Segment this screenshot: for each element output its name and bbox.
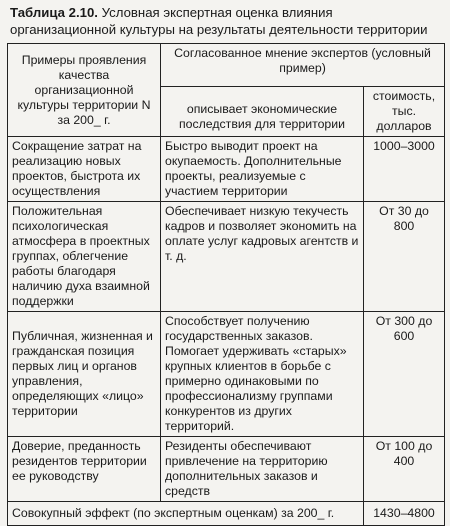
cell-cost: От 300 до 600: [364, 312, 445, 437]
cell-effect: Способствует получению государственных заказов. Помогает удерживать «старых» крупных клиентов в борьбе с примерно одинаковыми по профессионализму группами конкурентов из других территорий.: [161, 312, 364, 437]
cell-example: Публичная, жизненная и гражданская позиция первых лиц и органов управления, определяющих «лицо» территории: [8, 312, 161, 437]
expert-assessment-table: [7, 43, 445, 526]
cell-cost: От 100 до 400: [364, 437, 445, 502]
table-caption: [10, 4, 442, 38]
cell-example: Доверие, преданность резидентов территории ее руководству: [8, 437, 161, 502]
cell-cost: 1000–3000: [364, 137, 445, 202]
cell-effect: Быстро выводит проект на окупаемость. Дополнительные проекты, реализуемые с участием территории: [161, 137, 364, 202]
total-label: Совокупный эффект (по экспертным оценкам) за 200_ г.: [8, 502, 364, 526]
cell-example: Сокращение затрат на реализацию новых проектов, быстрота их осуществления: [8, 137, 161, 202]
table-row: [8, 437, 445, 502]
cell-example: Положительная психологическая атмосфера в проектных группах, облегчение работы благодаря наличию духа взаимной поддержки: [8, 202, 161, 312]
total-row: [8, 502, 445, 526]
total-value: 1430–4800: [364, 502, 445, 526]
header-expert-opinion: Согласованное мнение экспертов (условный пример): [161, 44, 445, 87]
table-row: [8, 202, 445, 312]
table-title: Условная экспертная оценка влияния организационной культуры на результаты деятельности территории: [10, 5, 428, 37]
table-number: Таблица 2.10.: [10, 5, 98, 20]
header-economic-consequences: описывает экономические последствия для территории: [161, 87, 364, 137]
cell-effect: Обеспечивает низкую текучесть кадров и позволяет экономить на оплате услуг кадровых агентств и т. д.: [161, 202, 364, 312]
table-row: [8, 312, 445, 437]
header-row: [8, 44, 445, 87]
header-cost: стоимость, тыс. долларов: [364, 87, 445, 137]
table-row: [8, 137, 445, 202]
header-examples: Примеры проявления качества организационной культуры территории N за 200_ г.: [8, 44, 161, 137]
cell-effect: Резиденты обеспечивают привлечение на территорию дополнительных заказов и средств: [161, 437, 364, 502]
cell-cost: От 30 до 800: [364, 202, 445, 312]
